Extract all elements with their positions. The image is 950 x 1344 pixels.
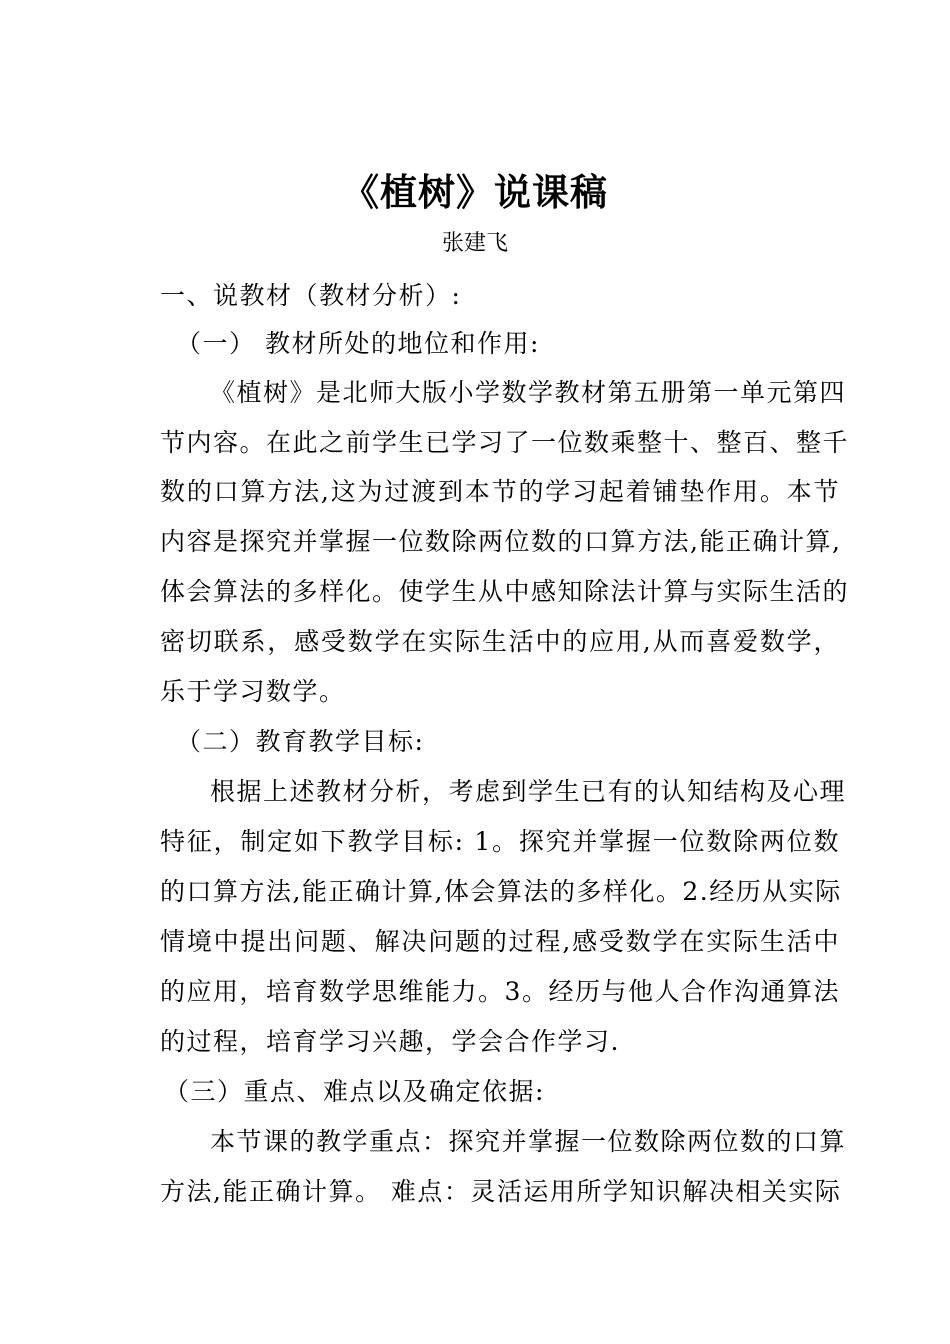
paragraph-line: 乐于学习数学。 <box>160 677 346 706</box>
subsection-heading-2: （二）教育教学目标: <box>176 727 425 756</box>
paragraph-line: 特征，制定如下教学目标: 1。探究并掌握一位数除两位数 <box>160 827 840 856</box>
paragraph-line: 数的口算方法,这为过渡到本节的学习起着铺垫作用。本节 <box>160 477 840 506</box>
paragraph-line: 密切联系，感受数学在实际生活中的应用,从而喜爱数学， <box>160 627 840 656</box>
document-title: 《植树》说课稿 <box>342 170 608 214</box>
document-author: 张建飞 <box>441 231 508 256</box>
paragraph-line: 本节课的教学重点：探究并掌握一位数除两位数的口算 <box>210 1127 847 1156</box>
paragraph-line: 节内容。在此之前学生已学习了一位数乘整十、整百、整千 <box>160 428 850 457</box>
paragraph-line: 体会算法的多样化。使学生从中感知除法计算与实际生活的 <box>160 577 850 606</box>
paragraph-line: 的口算方法,能正确计算,体会算法的多样化。2.经历从实际 <box>160 877 842 906</box>
paragraph-line: 根据上述教材分析，考虑到学生已有的认知结构及心理 <box>210 777 847 806</box>
paragraph-line: 情境中提出问题、解决问题的过程,感受数学在实际生活中 <box>160 927 840 956</box>
paragraph-line: 内容是探究并掌握一位数除两位数的口算方法,能正确计算, <box>160 527 842 556</box>
section-heading-1: 一、说教材（教材分析）: <box>160 281 462 310</box>
paragraph-line: 方法,能正确计算。 难点：灵活运用所学知识解决相关实际 <box>160 1177 842 1206</box>
paragraph-line: 的应用，培育数学思维能力。3。经历与他人合作沟通算法 <box>160 977 840 1006</box>
paragraph-line: 《植树》是北师大版小学数学教材第五册第一单元第四 <box>210 378 847 407</box>
subsection-heading-3: （三）重点、难点以及确定依据: <box>164 1077 545 1106</box>
paragraph-line: 的过程，培育学习兴趣，学会合作学习. <box>160 1027 620 1056</box>
subsection-heading-1: （一） 教材所处的地位和作用: <box>176 329 540 358</box>
